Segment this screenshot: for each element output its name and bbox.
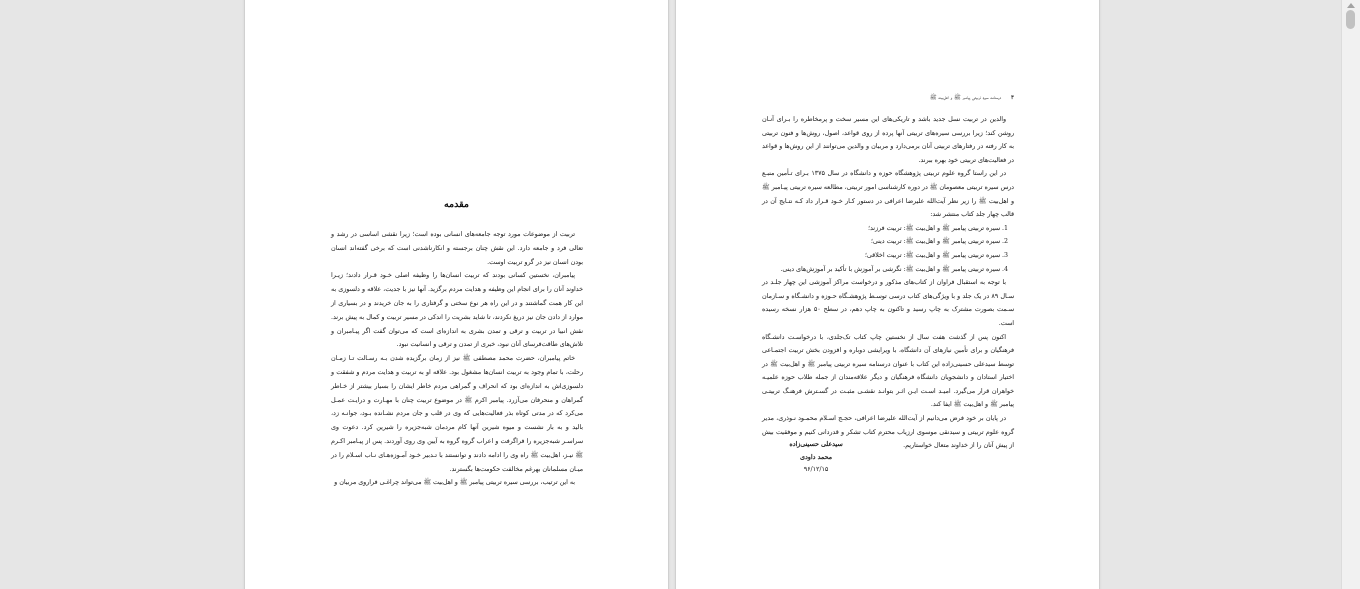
signature-block: [776, 439, 856, 477]
paragraph: به این ترتیب، بررسی سیره تربیتی پیامبر ﷺ و اهل‌بیت ﷺ می‌تواند چراغـی فراروی مربیان و: [334, 479, 575, 487]
book-list: [762, 222, 1014, 276]
running-head-text: درسنامه سیره تربیتی پیامبر ﷺ و اهل‌بیت ﷺ: [929, 95, 1002, 101]
right-page-body: [762, 113, 1014, 453]
page-title: مقدمه: [443, 199, 470, 210]
paragraph: در این راستا گروه علوم تربیتی پژوهشگاه حوزه و دانشگاه در سال ۱۳۷۵ بـرای تـأمین منبـع درس سیره تربیتی معصومان ﷺ در دوره کارشناسی امور تربیتی، مطالعه سیره تربیتی پیـامبر ﷺ و اهل‌بیت ﷺ را زیر نظر آیت‌الله علیرضا اعرافی در دستور کـار خـود قـرار داد کـه نتـایج آن در قالب چهار جلد کتاب منتشر شد:: [762, 170, 1014, 219]
paragraph: با توجه به استقبال فراوان از کتاب‌های مذکور و درخواست مراکز آموزشی این چهار جلـد در سـال ۸۹ در یک جلد و با ویژگی‌های کتاب درسی توسـط پژوهشـگاه حـوزه و دانشـگاه و سـازمان سـمت بصورت مشترک به چاپ رسید و تاکنون به چاپ دهم، در سطح ۵۰ هزار نسخه رسیده است.: [762, 279, 1014, 327]
list-item: 4. سیره تربیتی پیامبر ﷺ و اهل‌بیت ﷺ: نگرشی بر آموزش با تأکید بر آموزش‌های دینی.: [762, 263, 1000, 277]
paragraph: پیامبران، نخستین کسانی بودند که تربیت انسان‌ها را وظیفه اصلی خـود قـرار دادند؛ زیـرا خداوند آنان را برای انجام این وظیفه و هدایت مردم برگزید. آنها نیز با جدیت، علاقه و دلسوزی به این کار همت گماشتند و در این راه هر نوع سختی و گرفتاری را به جان خریدند و در بسیاری از موارد از دادن جان نیز دریغ نکردند، تا شاید بشریت را اندکی در مسیر تربیت و کمال به پیش برند. نقش انبیا در تربیت و ترقی و تمدن بشری به اندازه‌ای است که می‌توان گفت اگر پیـامبران و تلاش‌های طاقت‌فرسای آنان نبود، خبری از تمدن و ترقی و انسانیت نبود.: [331, 272, 583, 349]
author-name: محمد داودی: [800, 453, 832, 461]
document-page-right: [676, 0, 1099, 589]
list-item: 3. سیره تربیتی پیامبر ﷺ و اهل‌بیت ﷺ: تربیت اخلاقی؛: [762, 249, 1000, 263]
author-name: سیدعلی حسینی‌زاده: [789, 441, 843, 448]
running-head: [762, 94, 1014, 102]
scroll-up-arrow-icon[interactable]: [1347, 3, 1355, 8]
paragraph: اکنون پس از گذشت هفت سال از نخستین چاپ کتاب تک‌جلدی، با درخواسـت دانشـگاه فرهنگیان و برای تأمین نیازهای آن دانشگاه، با ویرایشی دوباره و افزودن بخش تربیت اجتمـاعی توسط سیدعلی حسینی‌زاده این کتاب با عنوان درسنامه سیره تربیتی پیامبر ﷺ و اهل‌بیت ﷺ در اختیار استادان و دانشجویان دانشگاه فرهنگیان و دیگر علاقه‌مندان از جمله طلاب حوزه علمیـه خواهران قرار می‌گیرد. امیـد اسـت ایـن اثـر بتوانـد نقشـی مثبـت در گسـترش فرهنـگ تربیتـی پیامبر ﷺ و اهل‌بیت ﷺ ایفا کند.: [762, 333, 1014, 409]
paragraph: والدین در تربیت نسل جدید باشد و تاریکی‌های این مسیر سخت و پرمخاطره را بـرای آنـان روشن کند؛ زیرا بررسی سیره‌های تربیتی آنها پرده از روی قواعد، اصول، روش‌ها و فنون تربیتی به کار رفته در رفتارهای تربیتی آنان برمی‌دارد و مربیان و والدین می‌توانند از این روش‌ها و قواعد در فعالیت‌های تربیتی خود بهره ببرند.: [762, 116, 1014, 164]
list-item: 1. سیره تربیتی پیامبر ﷺ و اهل‌بیت ﷺ: تربیت فرزند؛: [762, 222, 1000, 236]
document-page-left: [245, 0, 668, 589]
left-page-body: [331, 228, 583, 490]
paragraph: در پایان بر خود فرض می‌دانیم از آیت‌الله علیرضا اعرافی، حجـج اسـلام محمـود نـوذری، مدیر گروه علوم تربیتی و سیدنقی موسوی ارزیاب محترم کتاب تشکر و قدردانی کنیم و موفقیت بیش از پیش آنان را از خداوند متعال خواستاریم.: [762, 415, 1014, 450]
page-number: ۴: [1010, 95, 1014, 101]
paragraph: خاتم پیامبران، حضرت محمد مصطفی ﷺ نیز از زمان برگزیده شدن بـه رسـالت تـا زمـان رحلت، با تمام وجود به تربیت انسان‌ها مشغول بود. علاقه او به تربیت و هدایت مردم و شفقت و دلسوزی‌اش به اندازه‌ای بود که انحراف و گمراهی مردم خاطر ایشان را بسیار بیشتر از خـاطر گمراهان و منحرفان می‌آزرد. پیامبر اکرم ﷺ در موضوع تربیت چنان با مهـارت و درایـت عمـل می‌کرد که در مدتی کوتاه بذر فعالیت‌هایی که وی در قلب و جان مردم نشـانده بـود، جوانـه زد، بالید و به بار نشست و میوه شیرین آنها کام مردمان شبه‌جزیره را شیرین کرد. دعوت وی سراسـر شبه‌جزیره را فراگرفت و اعراب گروه گروه به آیین وی روی آوردند. پس از پیـامبر اکـرم ﷺ نیـز، اهل‌بیت ﷺ راه وی را ادامه دادند و توانستند با تـدبیر خـود آمـوزه‌هـای نـاب اسـلام را در میـان مسلمانان بهرغم مخالفت حکومت‌ها بگسترند.: [331, 355, 583, 473]
paragraph: تربیت از موضوعات مورد توجه جامعه‌های انسانی بوده است؛ زیرا نقشی اساسی در رشد و تعالی فرد و جامعه دارد. این نقش چنان برجسته و انکارناشدنی است که برخی گفته‌اند انسان بودن انسان نیز در گرو تربیت اوست.: [331, 231, 583, 266]
signature-date: ۹۶/۱۲/۱۵: [803, 466, 829, 473]
scrollbar-thumb[interactable]: [1346, 10, 1355, 29]
list-item: 2. سیره تربیتی پیامبر ﷺ و اهل‌بیت ﷺ: تربیت دینی؛: [762, 235, 1000, 249]
vertical-scrollbar[interactable]: [1341, 0, 1360, 589]
